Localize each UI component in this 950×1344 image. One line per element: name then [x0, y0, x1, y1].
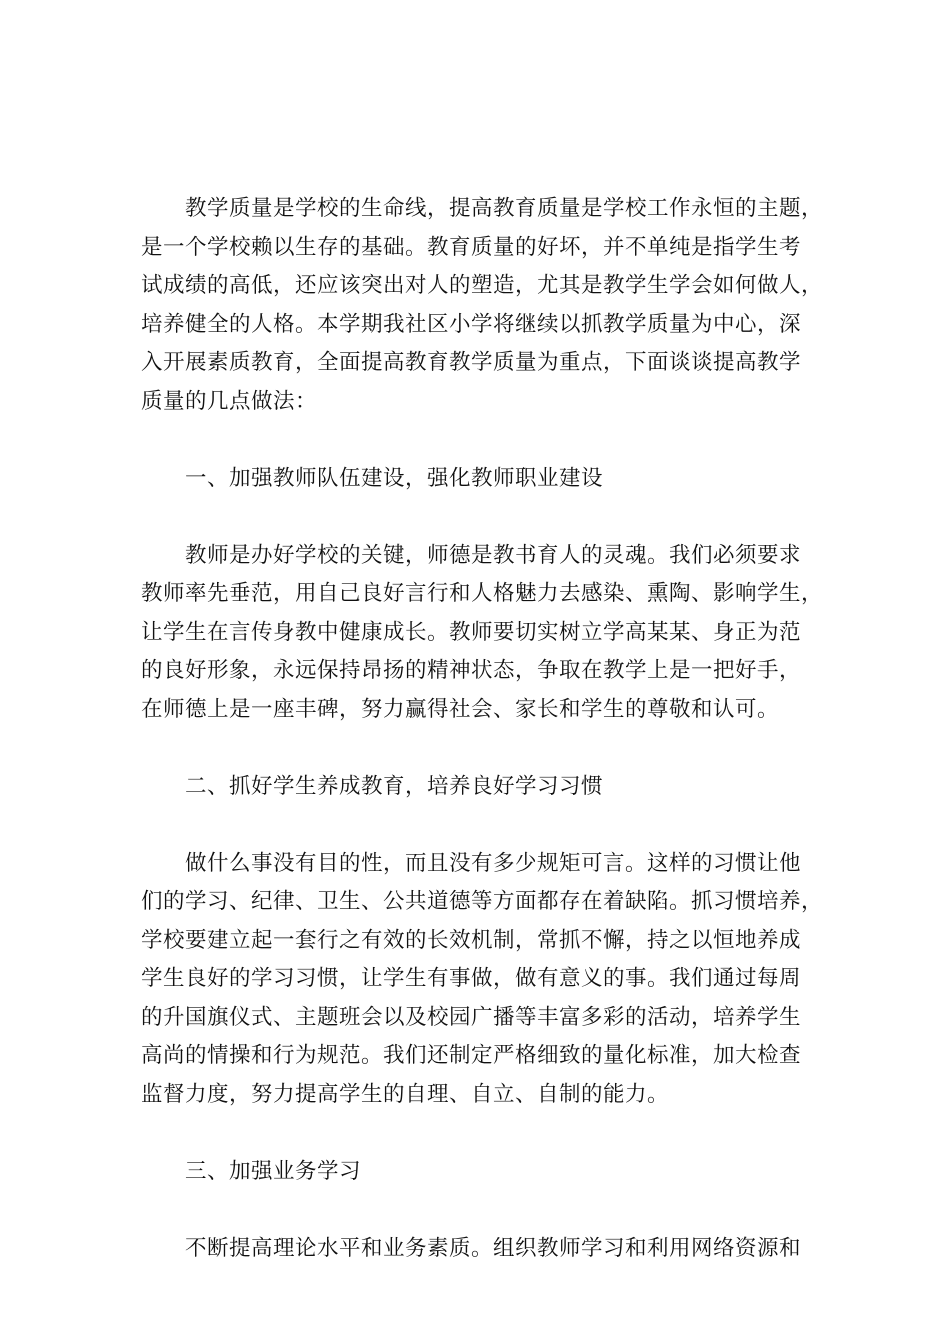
- text-line: 教学质量是学校的生命线，提高教育质量是学校工作永恒的主题，: [185, 196, 824, 221]
- text-line: 的升国旗仪式、主题班会以及校园广播等丰富多彩的活动，培养学生: [141, 1004, 802, 1030]
- paragraph-spacer: [141, 1114, 831, 1153]
- text-line: 教师率先垂范，用自己良好言行和人格魅力去感染、熏陶、影响学生，: [141, 581, 824, 606]
- section-heading-2: [141, 768, 831, 807]
- paragraph-teachers: [141, 537, 831, 730]
- paragraph-spacer: [141, 421, 831, 460]
- paragraph-habits: [141, 845, 831, 1115]
- paragraph-intro: [141, 190, 831, 421]
- text-line: 是一个学校赖以生存的基础。教育质量的好坏，并不单纯是指学生考: [141, 234, 802, 260]
- text-line: 的良好形象，永远保持昂扬的精神状态，争取在教学上是一把好手，: [141, 658, 802, 683]
- text-line: 试成绩的高低，还应该突出对人的塑造，尤其是教学生学会如何做人，: [141, 273, 824, 298]
- text-line: 质量的几点做法：: [141, 388, 318, 414]
- document-body: [141, 190, 831, 1268]
- heading-line: 三、加强业务学习: [185, 1158, 362, 1184]
- text-line: 监督力度，努力提高学生的自理、自立、自制的能力。: [141, 1081, 670, 1107]
- text-line: 入开展素质教育，全面提高教育教学质量为重点，下面谈谈提高教学: [141, 350, 802, 375]
- text-line: 们的学习、纪律、卫生、公共道德等方面都存在着缺陷。抓习惯培养，: [141, 889, 824, 914]
- heading-line: 二、抓好学生养成教育，培养良好学习习惯: [185, 773, 604, 799]
- paragraph-study: [141, 1230, 831, 1269]
- text-line: 培养健全的人格。本学期我社区小学将继续以抓教学质量为中心，深: [141, 311, 802, 337]
- text-line: 学生良好的学习习惯，让学生有事做，做有意义的事。我们通过每周: [141, 966, 802, 991]
- text-line: 教师是办好学校的关键，师德是教书育人的灵魂。我们必须要求: [185, 542, 802, 568]
- paragraph-spacer: [141, 1191, 831, 1230]
- paragraph-spacer: [141, 729, 831, 768]
- paragraph-spacer: [141, 498, 831, 537]
- section-heading-1: [141, 460, 831, 499]
- text-line: 让学生在言传身教中健康成长。教师要切实树立学高某某、身正为范: [141, 619, 802, 645]
- section-heading-3: [141, 1153, 831, 1192]
- paragraph-spacer: [141, 806, 831, 845]
- heading-line: 一、加强教师队伍建设，强化教师职业建设: [185, 465, 604, 491]
- text-line: 不断提高理论水平和业务素质。组织教师学习和利用网络资源和: [185, 1235, 802, 1261]
- text-line: 做什么事没有目的性，而且没有多少规矩可言。这样的习惯让他: [185, 850, 802, 876]
- text-line: 学校要建立起一套行之有效的长效机制，常抓不懈，持之以恒地养成: [141, 927, 802, 953]
- text-line: 高尚的情操和行为规范。我们还制定严格细致的量化标准，加大检查: [141, 1043, 802, 1068]
- text-line: 在师德上是一座丰碑，努力赢得社会、家长和学生的尊敬和认可。: [141, 696, 780, 722]
